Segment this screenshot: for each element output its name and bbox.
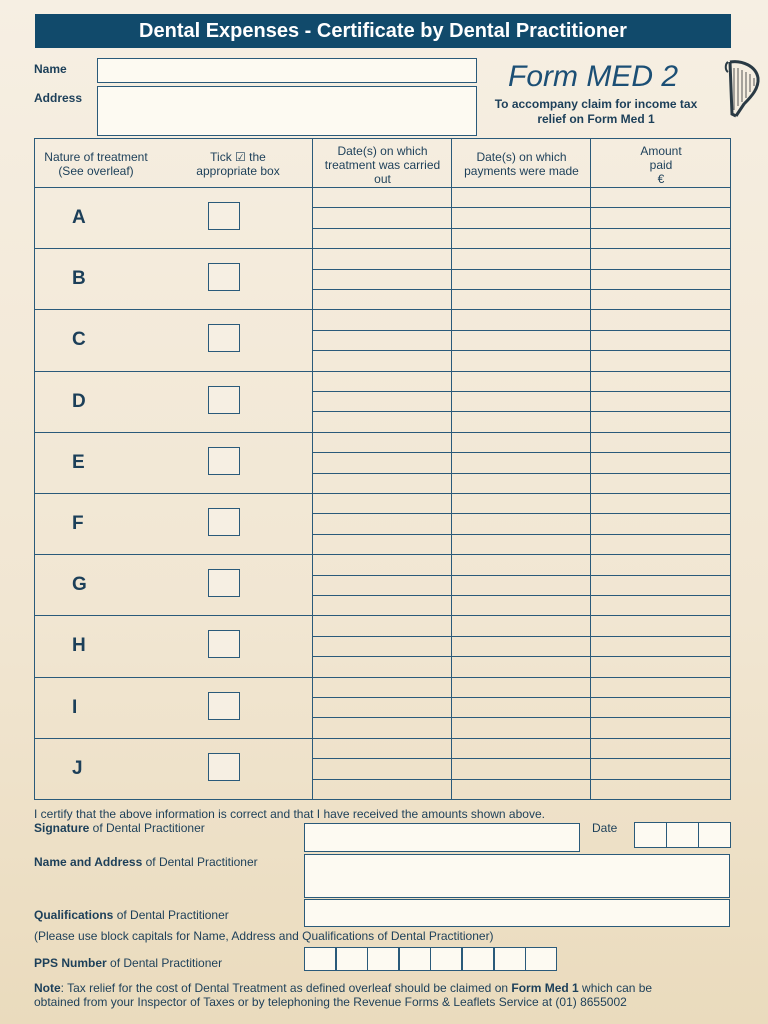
treatment-row-label: F — [72, 513, 84, 534]
practitioner-name-address-field[interactable] — [304, 854, 730, 898]
note-text-2: which can be — [578, 981, 653, 995]
amount-cell[interactable] — [591, 433, 729, 452]
amount-cell[interactable] — [591, 576, 729, 595]
amount-cell[interactable] — [591, 759, 729, 778]
header-amount-line1: Amount — [640, 144, 682, 158]
amount-cell[interactable] — [591, 494, 729, 513]
payment-date-cell[interactable] — [452, 759, 590, 778]
address-label: Address — [34, 91, 83, 105]
amount-cell[interactable] — [591, 514, 729, 533]
amount-cell[interactable] — [591, 657, 729, 676]
tick-checkbox[interactable] — [208, 569, 240, 597]
amount-cell[interactable] — [591, 188, 729, 207]
treatment-date-cell[interactable] — [313, 351, 451, 370]
payment-date-cell[interactable] — [452, 290, 590, 309]
qualifications-label — [34, 908, 229, 922]
treatment-row-label: I — [72, 697, 78, 718]
header-payment-dates — [452, 150, 591, 178]
header-payment-line1: Date(s) on which — [476, 150, 567, 164]
header-treatment-line2: treatment was carried — [324, 158, 441, 172]
header-nature-line2: (See overleaf) — [58, 164, 134, 178]
form-code: Form MED 2 — [508, 60, 679, 93]
qualifications-field[interactable] — [304, 899, 730, 927]
payment-date-cell[interactable] — [452, 514, 590, 533]
tick-checkbox[interactable] — [208, 447, 240, 475]
pps-digit-box[interactable] — [367, 947, 399, 971]
payment-date-cell[interactable] — [452, 351, 590, 370]
amount-cell[interactable] — [591, 535, 729, 554]
tick-checkbox[interactable] — [208, 324, 240, 352]
amount-cell[interactable] — [591, 596, 729, 615]
name-address-label-bold: Name and Address — [34, 855, 143, 869]
header-payment-line2: payments were made — [464, 164, 579, 178]
payment-date-cell[interactable] — [452, 249, 590, 268]
form-header: Dental Expenses - Certificate by Dental Practitioner — [35, 14, 731, 48]
header-amount — [591, 144, 731, 186]
header-nature — [35, 150, 157, 178]
payment-date-cell[interactable] — [452, 494, 590, 513]
date-label: Date — [592, 821, 618, 835]
amount-cell[interactable] — [591, 678, 729, 697]
payment-date-cell[interactable] — [452, 596, 590, 615]
treatment-date-cell[interactable] — [313, 494, 451, 513]
amount-cell[interactable] — [591, 637, 729, 656]
note-line-2: obtained from your Inspector of Taxes or by telephoning the Revenue Forms & Leaflets Service at (01) 8655002 — [34, 995, 627, 1009]
tick-checkbox[interactable] — [208, 753, 240, 781]
amount-cell[interactable] — [591, 372, 729, 391]
treatment-date-cell[interactable] — [313, 412, 451, 431]
amount-cell[interactable] — [591, 474, 729, 493]
amount-cell[interactable] — [591, 310, 729, 329]
payment-date-cell[interactable] — [452, 392, 590, 411]
signature-field[interactable] — [304, 823, 580, 852]
name-label: Name — [34, 62, 67, 76]
pps-digit-box[interactable] — [304, 947, 336, 971]
payment-date-cell[interactable] — [452, 474, 590, 493]
treatment-date-cell[interactable] — [313, 576, 451, 595]
treatment-date-cell[interactable] — [313, 657, 451, 676]
payment-date-cell[interactable] — [452, 372, 590, 391]
amount-cell[interactable] — [591, 616, 729, 635]
payment-date-cell[interactable] — [452, 698, 590, 717]
treatment-date-cell[interactable] — [313, 596, 451, 615]
pps-digit-box[interactable] — [399, 947, 431, 971]
note-text-1: : Tax relief for the cost of Dental Treatment as defined overleaf should be claimed on — [60, 981, 512, 995]
payment-date-cell[interactable] — [452, 188, 590, 207]
pps-digit-box[interactable] — [525, 947, 557, 971]
treatment-date-cell[interactable] — [313, 208, 451, 227]
payment-date-cell[interactable] — [452, 678, 590, 697]
amount-cell[interactable] — [591, 208, 729, 227]
header-treatment-line3: out — [374, 172, 391, 186]
treatment-date-cell[interactable] — [313, 229, 451, 248]
pps-label-bold: PPS Number — [34, 956, 107, 970]
header-tick-line1: Tick ☑ the — [210, 150, 266, 164]
header-tick-line2: appropriate box — [196, 164, 280, 178]
pps-digit-box[interactable] — [494, 947, 526, 971]
payment-date-cell[interactable] — [452, 310, 590, 329]
treatment-date-cell[interactable] — [313, 392, 451, 411]
header-tick — [164, 150, 312, 178]
payment-date-cell[interactable] — [452, 616, 590, 635]
header-nature-line1: Nature of treatment — [44, 150, 148, 164]
amount-cell[interactable] — [591, 412, 729, 431]
qualifications-label-bold: Qualifications — [34, 908, 114, 922]
header-treatment-dates — [313, 144, 452, 186]
pps-digit-box[interactable] — [462, 947, 494, 971]
pps-label — [34, 956, 222, 970]
payment-date-cell[interactable] — [452, 433, 590, 452]
payment-date-cell[interactable] — [452, 412, 590, 431]
treatment-date-cell[interactable] — [313, 678, 451, 697]
pps-digit-box[interactable] — [430, 947, 462, 971]
form-subtitle — [480, 97, 712, 127]
treatment-date-cell[interactable] — [313, 474, 451, 493]
treatment-date-cell[interactable] — [313, 433, 451, 452]
tick-checkbox[interactable] — [208, 630, 240, 658]
treatment-date-cell[interactable] — [313, 535, 451, 554]
amount-cell[interactable] — [591, 718, 729, 737]
payment-date-cell[interactable] — [452, 535, 590, 554]
treatment-date-cell[interactable] — [313, 637, 451, 656]
date-divider — [698, 823, 699, 847]
amount-cell[interactable] — [591, 392, 729, 411]
harp-emblem-icon — [722, 58, 762, 120]
name-field[interactable] — [97, 58, 477, 83]
payment-date-cell[interactable] — [452, 657, 590, 676]
amount-cell[interactable] — [591, 331, 729, 350]
treatment-row-label: E — [72, 452, 85, 473]
subtitle-line-2: relief on Form Med 1 — [537, 112, 655, 126]
tick-checkbox[interactable] — [208, 692, 240, 720]
payment-date-cell[interactable] — [452, 576, 590, 595]
payment-date-cell[interactable] — [452, 229, 590, 248]
amount-cell[interactable] — [591, 555, 729, 574]
amount-cell[interactable] — [591, 229, 729, 248]
pps-label-rest: of Dental Practitioner — [106, 956, 223, 970]
tick-checkbox[interactable] — [208, 386, 240, 414]
payment-date-cell[interactable] — [452, 555, 590, 574]
address-field[interactable] — [97, 86, 477, 136]
header-treatment-line1: Date(s) on which — [337, 144, 428, 158]
treatment-row-label: H — [72, 635, 86, 656]
treatment-date-cell[interactable] — [313, 698, 451, 717]
treatment-row-label: D — [72, 391, 86, 412]
amount-cell[interactable] — [591, 780, 729, 799]
treatment-row-label: J — [72, 758, 83, 779]
treatment-date-cell[interactable] — [313, 780, 451, 799]
treatment-date-cell[interactable] — [313, 372, 451, 391]
subtitle-line-1: To accompany claim for income tax — [494, 97, 698, 111]
tick-checkbox[interactable] — [208, 508, 240, 536]
treatment-date-cell[interactable] — [313, 453, 451, 472]
treatment-date-cell[interactable] — [313, 514, 451, 533]
tick-checkbox[interactable] — [208, 263, 240, 291]
treatment-date-cell[interactable] — [313, 555, 451, 574]
treatment-date-cell[interactable] — [313, 616, 451, 635]
payment-date-cell[interactable] — [452, 208, 590, 227]
amount-cell[interactable] — [591, 739, 729, 758]
payment-date-cell[interactable] — [452, 637, 590, 656]
payment-date-cell[interactable] — [452, 739, 590, 758]
block-capitals-note: (Please use block capitals for Name, Address and Qualifications of Dental Practitioner) — [34, 929, 494, 943]
date-field[interactable] — [634, 822, 731, 848]
amount-cell[interactable] — [591, 453, 729, 472]
treatment-row-label: G — [72, 574, 87, 595]
treatment-date-cell[interactable] — [313, 249, 451, 268]
payment-date-cell[interactable] — [452, 331, 590, 350]
treatment-row-label: A — [72, 207, 86, 228]
treatment-date-cell[interactable] — [313, 759, 451, 778]
payment-date-cell[interactable] — [452, 453, 590, 472]
amount-cell[interactable] — [591, 351, 729, 370]
note-form-ref: Form Med 1 — [511, 981, 579, 995]
treatment-row-label: B — [72, 268, 86, 289]
signature-label-bold: Signature — [34, 821, 90, 835]
qualifications-label-rest: of Dental Practitioner — [113, 908, 229, 922]
treatment-date-cell[interactable] — [313, 739, 451, 758]
payment-date-cell[interactable] — [452, 780, 590, 799]
date-divider — [666, 823, 667, 847]
amount-cell[interactable] — [591, 698, 729, 717]
signature-label-rest: of Dental Practitioner — [89, 821, 205, 835]
treatment-date-cell[interactable] — [313, 290, 451, 309]
amount-cell[interactable] — [591, 249, 729, 268]
treatment-date-cell[interactable] — [313, 188, 451, 207]
treatment-row-label: C — [72, 329, 86, 350]
name-address-label — [34, 855, 258, 869]
amount-cell[interactable] — [591, 270, 729, 289]
header-amount-line2: paid — [649, 158, 673, 172]
note-label: Note — [34, 981, 61, 995]
note-line-1 — [34, 981, 734, 995]
name-address-label-rest: of Dental Practitioner — [142, 855, 258, 869]
treatment-date-cell[interactable] — [313, 331, 451, 350]
treatment-date-cell[interactable] — [313, 310, 451, 329]
treatment-date-cell[interactable] — [313, 718, 451, 737]
header-amount-line3: € — [657, 172, 665, 186]
pps-digit-box[interactable] — [336, 947, 368, 971]
tick-checkbox[interactable] — [208, 202, 240, 230]
signature-label — [34, 821, 205, 835]
amount-cell[interactable] — [591, 290, 729, 309]
certification-statement: I certify that the above information is correct and that I have received the amounts shown above. — [34, 807, 545, 821]
treatment-date-cell[interactable] — [313, 270, 451, 289]
payment-date-cell[interactable] — [452, 718, 590, 737]
payment-date-cell[interactable] — [452, 270, 590, 289]
